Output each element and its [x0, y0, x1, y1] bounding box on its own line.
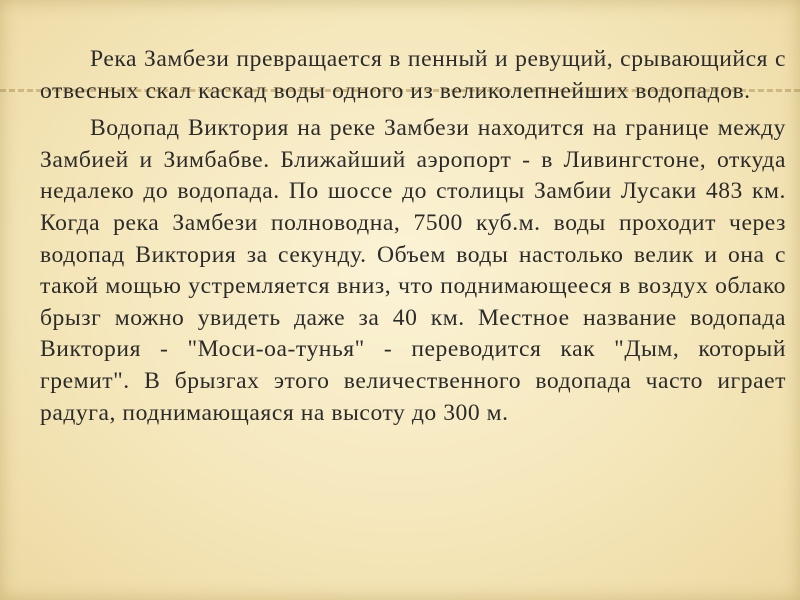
paragraph-victoria-falls: Водопад Виктория на реке Замбези находится на границе между Замбией и Зимбабве. Ближайший аэропорт - в Ливингстоне, откуда недалеко до водопада. По шоссе до столицы Замбии Лусаки 483 км. Когда река Замбези полноводна, 7500 куб.м. воды проходит через водопад Виктория за секунду. Объем воды настолько велик и она с такой мощью устремляется вниз, что поднимающееся в воздух облако брызг можно увидеть даже за 40 км. Местное название водопада Виктория - "Моси-оа-тунья" - переводится как "Дым, который гремит". В брызгах этого величественного водопада часто играет радуга, поднимающаяся на высоту до 300 м. [40, 115, 786, 426]
paragraph-zambezi-intro: Река Замбези превращается в пенный и ревущий, срывающийся с отвесных скал каскад воды одного из великолепнейших водопадов. [40, 46, 786, 104]
slide-text-body [40, 44, 786, 429]
